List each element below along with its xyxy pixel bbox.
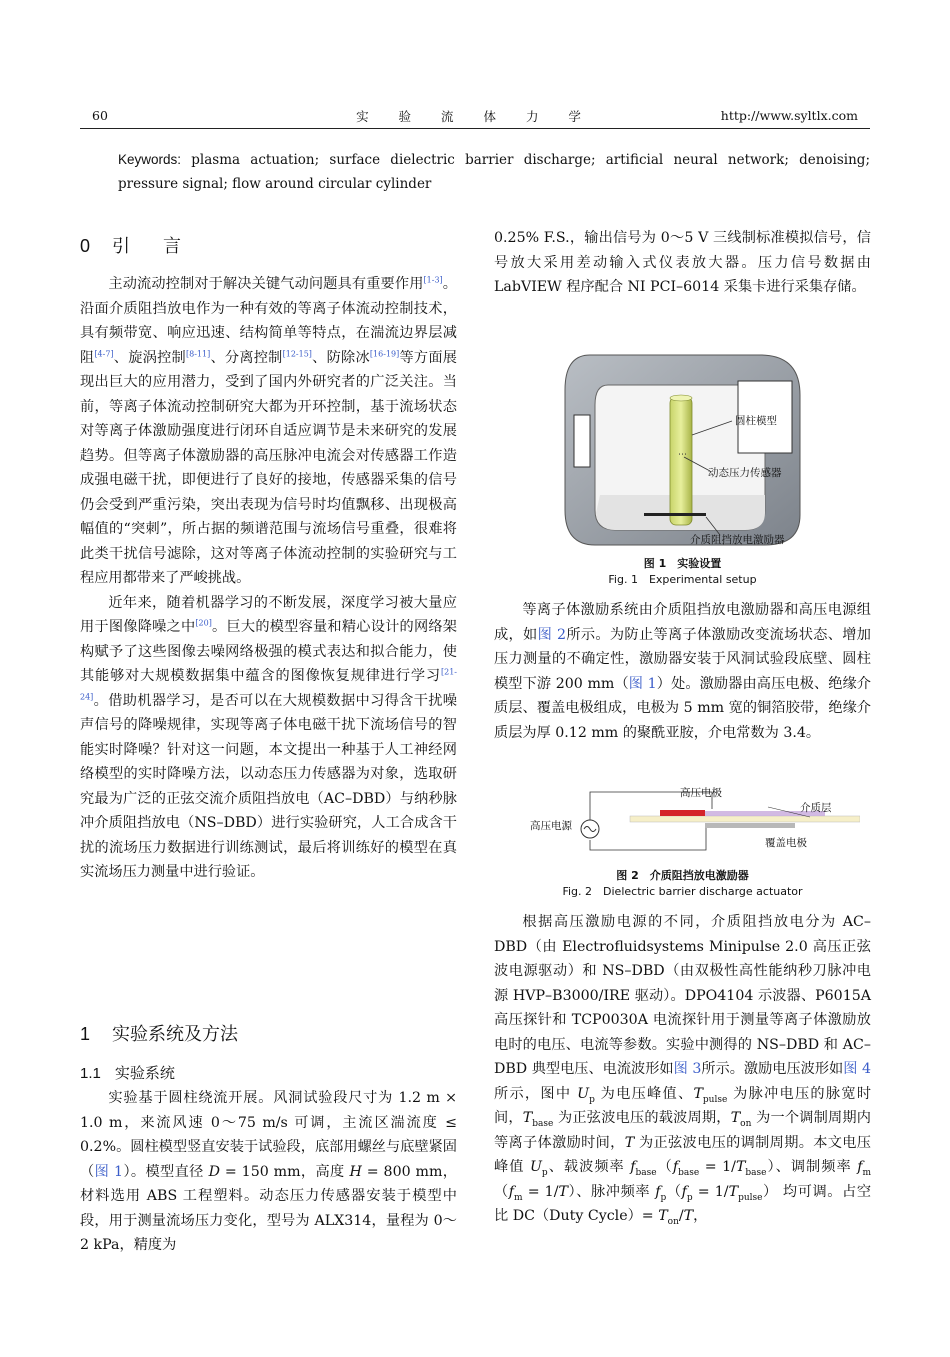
text-run: 主动流动控制对于解决关键气动问题具有重要作用 bbox=[108, 276, 424, 292]
keywords bbox=[118, 148, 870, 196]
variable: f bbox=[630, 1159, 636, 1175]
variable: f bbox=[508, 1183, 515, 1200]
label-cover-electrode: 覆盖电极 bbox=[765, 837, 807, 849]
citation[interactable]: [20] bbox=[195, 618, 212, 628]
label-dielectric: 介质层 bbox=[800, 802, 832, 814]
text-run: ）。模型直径 bbox=[123, 1163, 209, 1180]
figure-ref[interactable]: 图 3 bbox=[673, 1061, 702, 1077]
section-number: 0 bbox=[80, 236, 91, 256]
subscript: base bbox=[678, 1167, 700, 1178]
text-run: 为脉冲电压的脉宽时间， bbox=[494, 1085, 872, 1126]
label-cylinder: 圆柱模型 bbox=[735, 415, 777, 427]
label-pressure-sensor: 动态压力传感器 bbox=[708, 467, 782, 479]
text-run: （ bbox=[666, 1183, 682, 1200]
subscript: base bbox=[745, 1167, 767, 1178]
section-1-paragraph bbox=[80, 1086, 457, 1258]
label-dbd-actuator: 介质阻挡放电激励器 bbox=[690, 534, 785, 546]
variable: H bbox=[349, 1163, 362, 1180]
text-run: 为电压峰值、 bbox=[594, 1085, 694, 1102]
figure-2-caption bbox=[494, 868, 871, 900]
text-run: = 1/ bbox=[522, 1183, 559, 1200]
caption-cn: 图 2 介质阻挡放电激励器 bbox=[616, 869, 749, 882]
journal-url[interactable]: http://www.syltlx.com bbox=[720, 108, 858, 123]
text-run: = 1/ bbox=[692, 1183, 729, 1200]
variable: f bbox=[672, 1159, 679, 1175]
text-run: 。借助机器学习，是否可以在大规模数据中习得含干扰噪声信号的降噪规律，实现等离子体电磁干扰下流场信号的智能实时降噪？针对这一问题，本文提出一种基于人工神经网络模型的实时降噪方法，以动态压力传感器为对象，选取研究最为广泛的正弦交流介质阻挡放电（AC–DBD）与纳秒脉冲介质阻挡放电（NS–DBD）进行实验研究，人工合成含干扰的流场压力数据进行训练测试，最后将训练好的模型在真实流场压力测量中进行验证。 bbox=[80, 692, 457, 880]
text-run: 。巨大的模型容量和精心设计的网络架构赋予了这些图像去噪网络极强的模式表达和拟合能力，使其能够对大规模数据集中蕴含的图像恢复规律进行学习 bbox=[80, 619, 457, 684]
citation[interactable]: [16-19] bbox=[369, 348, 400, 358]
text-run: 等离子体激励系统由介质阻挡放电激励器和高压电源组成，如 bbox=[494, 602, 871, 643]
right-paragraph-2 bbox=[494, 598, 871, 745]
variable: U bbox=[577, 1085, 590, 1102]
figure-ref[interactable]: 图 4 bbox=[843, 1061, 871, 1077]
text-run: 0.25% F.S.，输出信号为 0～5 V 三线制标准模拟信号，信号放大采用差动输入式仪表放大器。压力信号数据由 LabVIEW 程序配合 NI PCI–6014 采集卡进行采集存储。 bbox=[494, 230, 871, 295]
text-run: / bbox=[678, 1208, 684, 1224]
page-number: 60 bbox=[92, 108, 108, 123]
text-run: 等方面展现出巨大的应用潜力，受到了国内外研究者的广泛关注。当前，等离子体流动控制研究大都为开环控制，基于流场状态对等离子体激励强度进行闭环自适应调节是未来研究的发展趋势。但等离子体激励器的高压脉冲电流会对传感器工作造成强电磁干扰，即便进行了良好的接地，传感器采集的信号仍会受到严重污染，突出表现为信号时均值飘移、出现极高幅值的“突刺”，所占据的频谱范围与流场信号重叠，很难将此类干扰信号滤除，这对等离子体流动控制的实验研究与工程应用都带来了严峻挑战。 bbox=[80, 349, 457, 586]
caption-en: Fig. 1 Experimental setup bbox=[608, 573, 757, 586]
subsection-1-1-heading bbox=[80, 1062, 457, 1083]
subscript: pulse bbox=[702, 1094, 728, 1105]
section-title: 实验系统及方法 bbox=[112, 1024, 239, 1044]
text-run: ） bbox=[766, 1159, 776, 1175]
text-run: ， bbox=[693, 1208, 708, 1224]
text-run: 近年来，随着机器学习的不断发展，深度学习被大量应用于图像降噪之中 bbox=[80, 594, 457, 635]
subscript: pulse bbox=[738, 1192, 763, 1203]
variable: T bbox=[735, 1159, 746, 1175]
text-run: = 1/ bbox=[699, 1159, 736, 1175]
text-run: 实验基于圆柱绕流开展。风洞试验段尺寸为 1.2 m × 1.0 m，来流风速 0～75 m/s 可调，主流区湍流度 ≤ 0.2%。圆柱模型竖直安装于试验段，底部用螺丝与底壁紧固（ bbox=[80, 1090, 457, 1180]
section-1-heading bbox=[80, 1020, 457, 1046]
text-run: 、旋涡控制 bbox=[113, 349, 186, 366]
text-run: ） bbox=[567, 1183, 577, 1200]
subscript: base bbox=[635, 1167, 657, 1178]
text-run: 为一个调制周期内等离子体激励时间， bbox=[494, 1110, 871, 1151]
subsection-title: 实验系统 bbox=[114, 1065, 175, 1082]
variable: D bbox=[208, 1163, 220, 1180]
variable: U bbox=[529, 1159, 542, 1175]
text-run: 、脉冲频率 bbox=[576, 1183, 656, 1200]
keywords-text: plasma actuation; surface dielectric barrier discharge; artificial neural network; denoising; pressure signal; flow around circular cylinder bbox=[118, 152, 870, 192]
variable: T bbox=[728, 1183, 739, 1200]
figure-1 bbox=[560, 345, 820, 555]
citation[interactable]: [1-3] bbox=[423, 275, 443, 285]
text-run: = 150 mm，高度 bbox=[220, 1163, 350, 1180]
text-run: ）处。激励器由高压电极、绝缘介质层、覆盖电极组成，电极为 5 mm 宽的铜箔胶带，绝缘介质层为厚 0.12 mm 的聚酰亚胺，介电常数为 3.4。 bbox=[494, 675, 871, 741]
section-0-heading bbox=[80, 232, 457, 258]
subscript: m bbox=[514, 1192, 523, 1203]
keywords-label: Keywords: bbox=[118, 152, 182, 167]
wind-tunnel-illustration bbox=[560, 345, 820, 555]
caption-en: Fig. 2 Dielectric barrier discharge actuator bbox=[562, 885, 803, 898]
text-run: 、调制频率 bbox=[775, 1159, 858, 1175]
text-run: = 800 mm，材料选用 ABS 工程塑料。动态压力传感器安装于模型中段，用于测量流场压力变化，型号为 ALX314，量程为 0～2 kPa，精度为 bbox=[80, 1163, 457, 1253]
svg-text:⋯: ⋯ bbox=[678, 450, 687, 460]
variable: f bbox=[681, 1183, 687, 1200]
subscript: p bbox=[660, 1192, 667, 1203]
subscript: base bbox=[532, 1118, 554, 1129]
figure-ref[interactable]: 图 1 bbox=[628, 675, 657, 692]
variable: T bbox=[558, 1183, 568, 1200]
subscript: on bbox=[740, 1118, 752, 1129]
section-title: 引 言 bbox=[112, 236, 196, 256]
citation[interactable]: [4-7] bbox=[94, 348, 114, 358]
text-run: 均可调。占空比 DC（Duty Cycle）= bbox=[494, 1183, 872, 1224]
variable: T bbox=[624, 1134, 635, 1151]
variable: T bbox=[693, 1085, 703, 1102]
text-run: 、分离控制 bbox=[210, 349, 283, 366]
right-paragraph-1 bbox=[494, 226, 871, 300]
subscript: p bbox=[541, 1167, 548, 1178]
caption-cn: 图 1 实验设置 bbox=[643, 557, 722, 570]
subsection-number: 1.1 bbox=[80, 1065, 101, 1082]
variable: T bbox=[522, 1110, 533, 1126]
citation[interactable]: [8-11] bbox=[185, 348, 211, 358]
figure-1-caption bbox=[494, 556, 871, 588]
label-hv-power: 高压电源 bbox=[530, 820, 572, 832]
text-run: 、载波频率 bbox=[547, 1159, 631, 1175]
section-number: 1 bbox=[80, 1024, 91, 1044]
text-run: 所示，图中 bbox=[494, 1085, 578, 1102]
text-run: 为正弦波电压的载波周期， bbox=[553, 1110, 731, 1126]
citation[interactable]: [21-24] bbox=[80, 667, 457, 701]
figure-ref[interactable]: 图 2 bbox=[537, 626, 566, 643]
figure-2 bbox=[520, 782, 860, 862]
citation[interactable]: [12-15] bbox=[282, 348, 312, 358]
text-run: （ bbox=[494, 1183, 509, 1200]
text-run: 所示。为防止等离子体激励改变流场状态、增加压力测量的不确定性，激励器安装于风洞试验段底壁、圆柱模型下游 200 mm（ bbox=[494, 626, 871, 692]
text-run: 为正弦波电压的调制周期。本文电压峰值 bbox=[494, 1134, 871, 1175]
text-run: 根据高压激励电源的不同，介质阻挡放电分为 AC–DBD（由 Electrofluidsystems Minipulse 2.0 高压正弦波电源驱动）和 NS–DBD（由双极性高性能纳秒刀脉冲电源 HVP–B3000/IRE 驱动）。DPO4104 示波器、P6015A 高压探针和 TCP0030A 电流探针用于测量等离子体激励放电时的电压、电流等参数。实验中测得的 NS–DBD 和 AC–DBD 典型电压、电流波形如 bbox=[494, 914, 871, 1077]
text-run: 所示。激励电压波形如 bbox=[701, 1061, 844, 1077]
text-run: 、防除冰 bbox=[311, 349, 370, 366]
intro-paragraph-1 bbox=[80, 272, 457, 885]
subscript: p bbox=[686, 1192, 693, 1203]
subscript: on bbox=[667, 1216, 679, 1227]
page-header bbox=[80, 104, 870, 129]
text-run: （ bbox=[656, 1159, 673, 1175]
variable: T bbox=[658, 1208, 668, 1224]
journal-name: 实 验 流 体 力 学 bbox=[356, 109, 594, 124]
subscript: m bbox=[862, 1167, 871, 1178]
variable: f bbox=[655, 1183, 661, 1200]
subscript: p bbox=[589, 1094, 595, 1105]
text-run: ） bbox=[762, 1183, 778, 1200]
text-run: 。沿面介质阻挡放电作为一种有效的等离子体流动控制技术，具有频带宽、响应迅速、结构简单等特点，在湍流边界层减阻 bbox=[80, 276, 457, 366]
right-paragraph-3 bbox=[494, 910, 871, 1229]
label-hv-electrode: 高压电极 bbox=[680, 787, 722, 799]
variable: f bbox=[857, 1159, 863, 1175]
figure-ref[interactable]: 图 1 bbox=[94, 1163, 124, 1180]
variable: T bbox=[683, 1208, 694, 1224]
variable: T bbox=[730, 1110, 741, 1126]
